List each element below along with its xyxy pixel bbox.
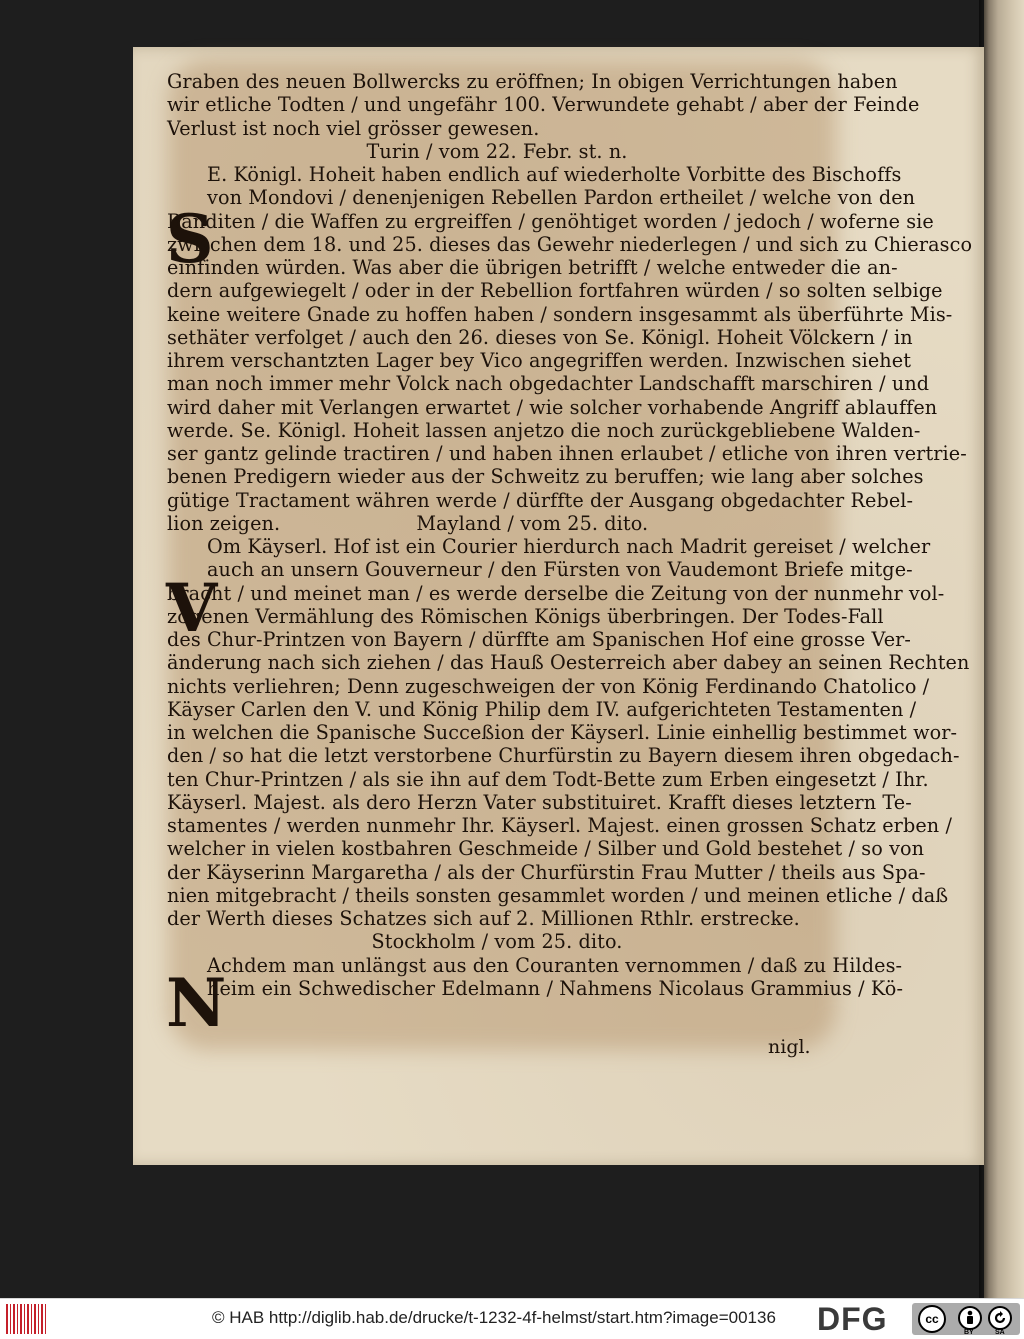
text-line: gütige Tractament währen werde / dürffte der Ausgang obgedachter Rebel- bbox=[167, 488, 914, 512]
text-line: ser gantz gelinde tractiren / und haben ihnen erlaubet / etliche von ihren vertrie- bbox=[167, 442, 967, 465]
cc-license-badge[interactable] bbox=[912, 1303, 1020, 1335]
text-line: änderung nach sich ziehen / das Hauß Oesterreich aber dabey an seinen Rechten bbox=[167, 651, 970, 675]
text-line: ihrem verschantzten Lager bey Vico angegriffen werden. Inzwischen siehet bbox=[167, 349, 912, 372]
text-line: man noch immer mehr Volck nach obgedachter Landschafft marschiren / und bbox=[167, 372, 930, 396]
text-line: Graben des neuen Bollwercks zu eröffnen; In obigen Verrichtungen haben bbox=[167, 70, 898, 93]
text-line: sethäter verfolget / auch den 26. dieses von Se. Königl. Hoheit Völckern / in bbox=[167, 325, 913, 349]
drop-cap-s: S bbox=[166, 200, 214, 278]
text-line: einfinden würden. Was aber die übrigen betrifft / welche entweder die an- bbox=[167, 256, 898, 279]
drop-cap-n: N bbox=[166, 964, 227, 1042]
text-line: nichts verliehren; Denn zugeschweigen der von König Ferdinando Chatolico / bbox=[167, 674, 930, 698]
text-line: Achdem man unlängst aus den Couranten vernommen / daß zu Hildes- bbox=[207, 953, 903, 977]
text-line: des Chur-Printzen von Bayern / dürffte am Spanischen Hof eine grosse Ver- bbox=[167, 628, 912, 651]
text-line: auch an unsern Gouverneur / den Fürsten von Vaudemont Briefe mitge- bbox=[207, 558, 913, 582]
text-line: keine weitere Gnade zu hoffen haben / sondern insgesammt als überführte Mis- bbox=[167, 302, 953, 326]
text-line: stamentes / werden nunmehr Ihr. Käyserl. Majest. einen grossen Schatz erben / bbox=[167, 814, 953, 837]
text-line: Banditen / die Waffen zu ergreiffen / genöhtiget worden / jedoch / woferne sie bbox=[167, 209, 934, 233]
text-line: Om Käyserl. Hof ist ein Courier hierdurch nach Madrit gereiset / welcher bbox=[207, 535, 931, 558]
text-line: E. Königl. Hoheit haben endlich auf wiederholte Vorbitte des Bischoffs bbox=[207, 163, 902, 186]
text-line: Käyserl. Majest. als dero Herzn Vater substituiret. Krafft dieses letztern Te- bbox=[167, 790, 912, 814]
circular-arrow-icon bbox=[990, 1308, 1010, 1328]
text-line: den / so hat die letzt verstorbene Churfürstin zu Bayern diesem ihren obgedach- bbox=[167, 744, 960, 768]
sa-label: SA bbox=[995, 1329, 1005, 1336]
text-line: nien mitgebracht / theils sonsten gesammlet worden / und meinen etliche / daß bbox=[167, 883, 949, 907]
text-line: der Käyserinn Margaretha / als der Churfürstin Frau Mutter / theils aus Spa- bbox=[167, 860, 926, 884]
text-line: bracht / und meinet man / es werde derselbe die Zeitung von der nunmehr vol- bbox=[167, 581, 945, 605]
text-line: der Werth dieses Schatzes sich auf 2. Millionen Rthlr. erstrecke. bbox=[167, 907, 800, 930]
text-line: welcher in vielen kostbahren Geschmeide / Silber und Gold bestehet / so von bbox=[167, 837, 925, 861]
source-link[interactable]: © HAB http://diglib.hab.de/drucke/t-1232-4f-helmst/start.htm?image=00136 bbox=[212, 1308, 776, 1327]
dfg-logo: DFG bbox=[817, 1301, 888, 1337]
text-line: werde. Se. Königl. Hoheit lassen anjetzo die noch zurückgebliebene Walden- bbox=[167, 418, 921, 442]
text-line-end: lion zeigen. bbox=[167, 511, 281, 535]
text-line: Käyser Carlen den V. und König Philip dem IV. aufgerichteten Testamenten / bbox=[167, 697, 917, 721]
by-label: BY bbox=[964, 1329, 974, 1336]
text-line: Verlust ist noch viel grösser gewesen. bbox=[167, 116, 540, 140]
text-line bbox=[167, 512, 827, 535]
text-line: wir etliche Todten / und ungefähr 100. Verwundete gehabt / aber der Feinde bbox=[167, 93, 920, 117]
dateline-turin: Turin / vom 22. Febr. st. n. bbox=[366, 139, 628, 163]
attribution-icon bbox=[958, 1306, 982, 1330]
drop-cap-v: V bbox=[166, 569, 218, 647]
text-line: heim ein Schwedischer Edelmann / Nahmens Nicolaus Grammius / Kö- bbox=[207, 976, 904, 1000]
barcode-icon bbox=[6, 1304, 46, 1334]
person-icon bbox=[960, 1308, 980, 1328]
text-line: zwischen dem 18. und 25. dieses das Gewehr niederlegen / und sich zu Chierasco bbox=[167, 232, 973, 256]
dateline-mayland: Mayland / vom 25. dito. bbox=[416, 511, 649, 535]
text-line: zogenen Vermählung des Römischen Königs überbringen. Der Todes-Fall bbox=[167, 604, 884, 628]
text-line: dern aufgewiegelt / oder in der Rebellion fortfahren würden / so solten selbige bbox=[167, 279, 943, 303]
text-line: von Mondovi / denenjenigen Rebellen Pardon ertheilet / welche von den bbox=[207, 186, 916, 210]
share-alike-icon bbox=[988, 1306, 1012, 1330]
text-line: benen Predigern wieder aus der Schweitz zu beruffen; wie lang aber solches bbox=[167, 465, 924, 489]
text-line: wird daher mit Verlangen erwartet / wie solcher vorhabende Angriff ablauffen bbox=[167, 395, 938, 419]
text-line: in welchen die Spanische Succeßion der Käyserl. Linie einhellig bestimmet wor- bbox=[167, 721, 958, 744]
dateline-stockholm: Stockholm / vom 25. dito. bbox=[371, 930, 623, 954]
next-page-edge bbox=[984, 0, 1024, 1298]
text-line: ten Chur-Printzen / als sie ihn auf dem Todt-Bette zum Erben eingesetzt / Ihr. bbox=[167, 767, 929, 791]
viewer-footer bbox=[0, 1298, 1024, 1339]
page-text bbox=[167, 70, 973, 1000]
cc-icon: cc bbox=[918, 1305, 946, 1333]
catchword: nigl. bbox=[768, 1036, 811, 1058]
